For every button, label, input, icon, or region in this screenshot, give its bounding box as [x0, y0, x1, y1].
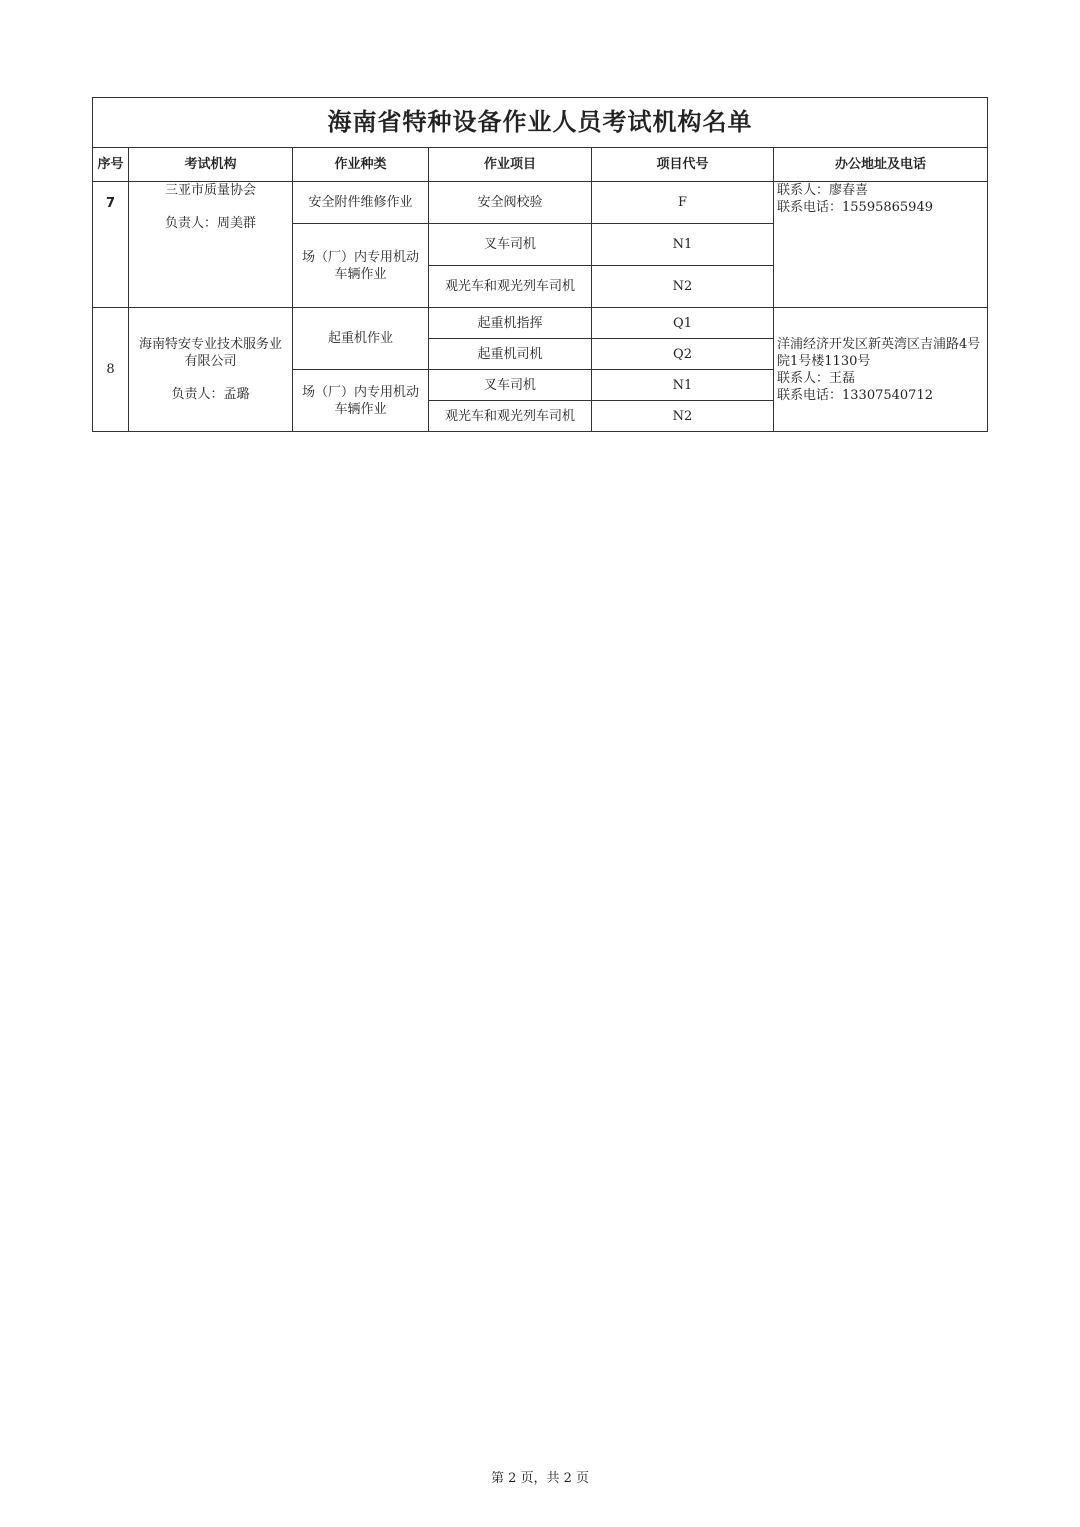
address-street: 洋浦经济开发区新英湾区吉浦路4号院1号楼1130号 — [777, 336, 981, 369]
table-title: 海南省特种设备作业人员考试机构名单 — [93, 98, 988, 148]
category-cell: 场（厂）内专用机动车辆作业 — [293, 370, 429, 432]
page-footer: 第 2 页，共 2 页 — [490, 1471, 590, 1486]
address-contact: 联系人：廖春喜 — [777, 183, 869, 198]
code-cell: Q2 — [592, 339, 774, 370]
item-cell: 叉车司机 — [429, 224, 592, 266]
org-head: 负责人：孟璐 — [171, 387, 250, 402]
seq-cell: 7 — [93, 182, 129, 308]
org-head: 负责人：周美群 — [164, 216, 256, 231]
item-cell: 起重机司机 — [429, 339, 592, 370]
category-cell: 安全附件维修作业 — [293, 182, 429, 224]
code-cell: N2 — [592, 401, 774, 432]
header-org: 考试机构 — [129, 148, 293, 182]
table-row — [93, 182, 988, 224]
header-seq: 序号 — [93, 148, 129, 182]
address-phone: 联系电话：13307540712 — [777, 387, 933, 403]
address-contact: 联系人：王磊 — [777, 370, 856, 386]
code-cell: N2 — [592, 266, 774, 308]
item-cell: 叉车司机 — [429, 370, 592, 401]
table-row — [93, 308, 988, 339]
code-cell: Q1 — [592, 308, 774, 339]
org-name: 海南特安专业技术服务业有限公司 — [138, 337, 282, 369]
code-cell: N1 — [592, 224, 774, 266]
item-cell: 观光车和观光列车司机 — [429, 401, 592, 432]
address-cell — [774, 182, 988, 308]
category-cell: 场（厂）内专用机动车辆作业 — [293, 224, 429, 308]
header-row — [93, 148, 988, 182]
address-block — [777, 182, 987, 217]
item-cell: 安全阀校验 — [429, 182, 592, 224]
header-item: 作业项目 — [429, 148, 592, 182]
seq-cell: 8 — [93, 308, 129, 432]
org-cell — [129, 182, 293, 308]
address-cell — [774, 308, 988, 432]
header-address: 办公地址及电话 — [774, 148, 988, 182]
address-phone: 联系电话：15595865949 — [777, 200, 933, 215]
org-cell — [129, 308, 293, 432]
code-cell: F — [592, 182, 774, 224]
org-name: 三亚市质量协会 — [164, 183, 256, 198]
category-cell: 起重机作业 — [293, 308, 429, 370]
code-cell: N1 — [592, 370, 774, 401]
exam-institution-table — [92, 97, 988, 432]
item-cell: 起重机指挥 — [429, 308, 592, 339]
item-cell: 观光车和观光列车司机 — [429, 266, 592, 308]
header-code: 项目代号 — [592, 148, 774, 182]
header-category: 作业种类 — [293, 148, 429, 182]
